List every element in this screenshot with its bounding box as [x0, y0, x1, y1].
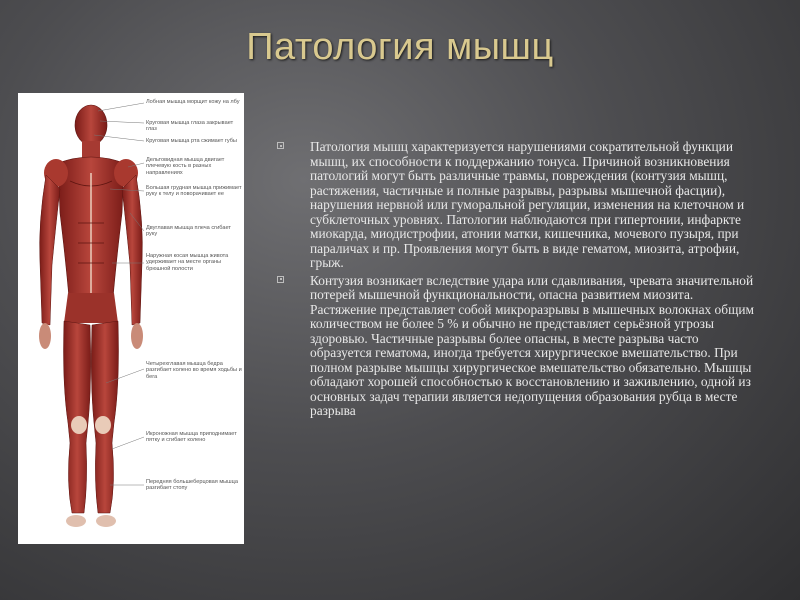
paragraph-text: Патология мышц характеризуется нарушениями сократительной функции мышц, их способности к поддержанию тонуса. Причиной возникновения патологий могут быть различные травмы, повреждения (контузия мышц, растяжения, частичные и полные разрывы, разрывы мышечной фасции), нарушения нервной или гуморальной регуляции, изменения на клеточном и субклеточных уровнях. Патологии наблюдаются при гипертонии, инфаркте миокарда, миодистрофии, атонии матки, кишечника, мочевого пузыря, при параличах и пр. Проявления могут быть в виде гематом, миозита, атрофии, грыж.	[310, 139, 745, 270]
figure-label: Круговая мышца глаза закрывает глаз	[146, 120, 234, 133]
anatomy-figure	[18, 93, 244, 544]
figure-label: Икроножная мышца приподнимает пятку и сгибает колено	[146, 431, 237, 444]
bullet-paragraph	[272, 274, 758, 419]
bullet-paragraph	[272, 140, 758, 271]
figure-label: Лобная мышца морщит кожу на лбу	[146, 99, 240, 105]
figure-label: Большая грудная мышца прижимает руку к телу и поворачивает ее	[146, 185, 242, 198]
paragraph-text: Контузия возникает вследствие удара или сдавливания, чревата значительной потерей мышечной функциональности, опасна развитием миозита. Растяжение представляет собой микроразрывы в мышечных волокнах общим количеством не более 5 % и обычно не представляет серьёзной угрозы здоровью. Частичные разрывы более опасны, в месте разрыва часто образуется гематома, иногда требуется хирургическое вмешательство. При полном разрыве мышцы хирургическое вмешательство обязательно. Мышцы обладают хорошей способностью к восстановлению и заживлению, одной из основных задач терапии является недопущения образования рубца в месте разрыва	[310, 272, 755, 418]
figure-label: Двуглавая мышца плеча сгибает руку	[146, 225, 231, 238]
slide-title: Патология мышц	[246, 26, 554, 68]
square-bullet-icon	[277, 276, 284, 283]
slide-body	[272, 140, 758, 422]
figure-label: Передняя большеберцовая мышца разгибает стопу	[146, 479, 238, 492]
figure-label: Четырехглавая мышца бедра разгибает колено во время ходьбы и бега	[146, 361, 242, 380]
figure-label: Наружная косая мышца живота удерживает на месте органы брюшной полости	[146, 253, 229, 272]
figure-label: Круговая мышца рта сжимает губы	[146, 138, 237, 144]
square-bullet-icon	[277, 142, 284, 149]
figure-label: Дельтовидная мышца двигает плечевую кость в разных направлениях	[146, 157, 225, 176]
